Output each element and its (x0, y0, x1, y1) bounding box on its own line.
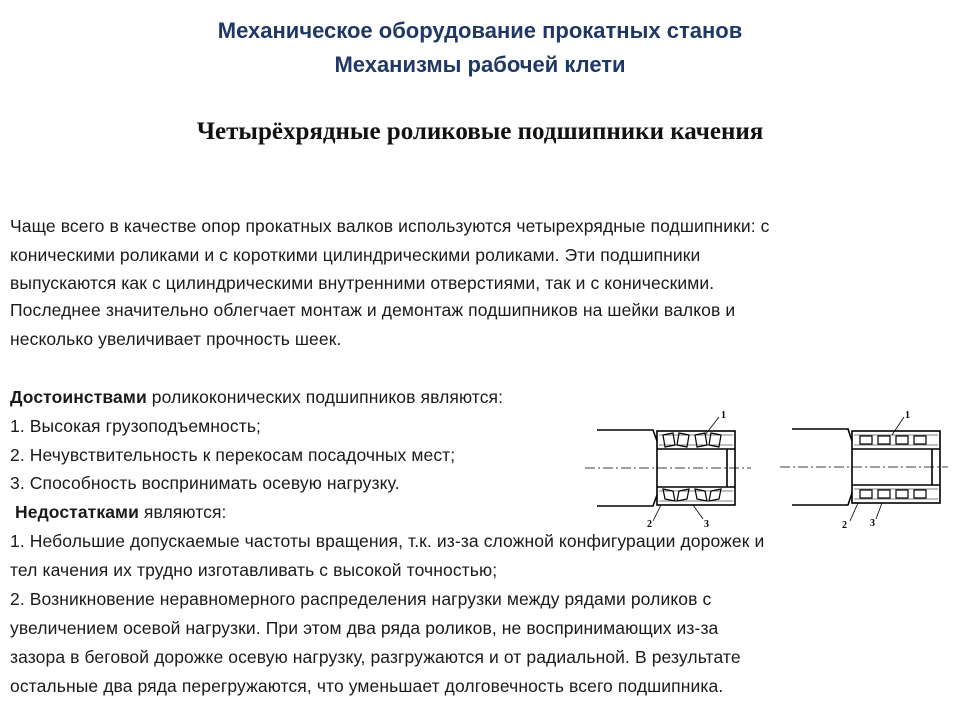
disadvantage-line-4: увеличением осевой нагрузки. При этом два ряда роликов, не воспринимающих из-за (10, 618, 719, 638)
slide-subtitle: Четырёхрядные роликовые подшипники качения (196, 118, 764, 145)
intro-line-5: несколько увеличивает прочность шеек. (10, 329, 342, 349)
cylindrical-bearing-drawing (780, 405, 950, 533)
disadvantage-line-3: 2. Возникновение неравномерного распределения нагрузки между рядами роликов с (10, 589, 712, 609)
left-label-1: 1 (721, 410, 726, 421)
disadvantages-heading (15, 498, 227, 527)
header-line-1: Механическое оборудование прокатных станов (217, 18, 743, 43)
header-line-2: Механизмы рабочей клети (334, 52, 626, 77)
disadvantages-heading-bold: Недостатками (15, 502, 139, 522)
right-label-3: 3 (870, 518, 875, 529)
disadvantage-line-5: зазора в беговой дорожке осевую нагрузку, разгружаются и от радиальной. В результате (10, 647, 741, 667)
advantage-item-3: 3. Способность воспринимать осевую нагрузку. (10, 473, 400, 493)
intro-line-3: выпускаются как с цилиндрическими внутренними отверстиями, так и с коническими. (10, 273, 715, 293)
disadvantage-line-2: тел качения их трудно изготавливать с высокой точностью; (10, 560, 498, 580)
advantages-heading (10, 383, 503, 412)
left-label-3: 3 (704, 519, 709, 530)
right-label-2: 2 (842, 520, 847, 531)
advantages-heading-rest: роликоконических подшипников являются: (146, 387, 504, 407)
intro-line-2: коническими роликами и с короткими цилиндрическими роликами. Эти подшипники (10, 245, 701, 265)
slide-header (0, 14, 960, 82)
intro-line-1: Чаще всего в качестве опор прокатных валков используются четырехрядные подшипники: с (10, 216, 770, 236)
advantages-heading-bold: Достоинствами (10, 387, 147, 407)
disadvantage-line-1: 1. Небольшие допускаемые частоты вращения, т.к. из-за сложной конфигурации дорожек и (10, 531, 765, 551)
left-label-2: 2 (647, 519, 652, 530)
intro-line-4: Последнее значительно облегчает монтаж и демонтаж подшипников на шейки валков и (10, 300, 736, 320)
right-label-1: 1 (905, 410, 910, 421)
advantage-item-1: 1. Высокая грузоподъемность; (10, 416, 262, 436)
disadvantages-heading-rest: являются: (138, 502, 227, 522)
tapered-bearing-drawing (585, 405, 755, 533)
disadvantage-line-6: остальные два ряда перегружаются, что уменьшает долговечность всего подшипника. (10, 676, 724, 696)
advantage-item-2: 2. Нечувствительность к перекосам посадочных мест; (10, 445, 456, 465)
